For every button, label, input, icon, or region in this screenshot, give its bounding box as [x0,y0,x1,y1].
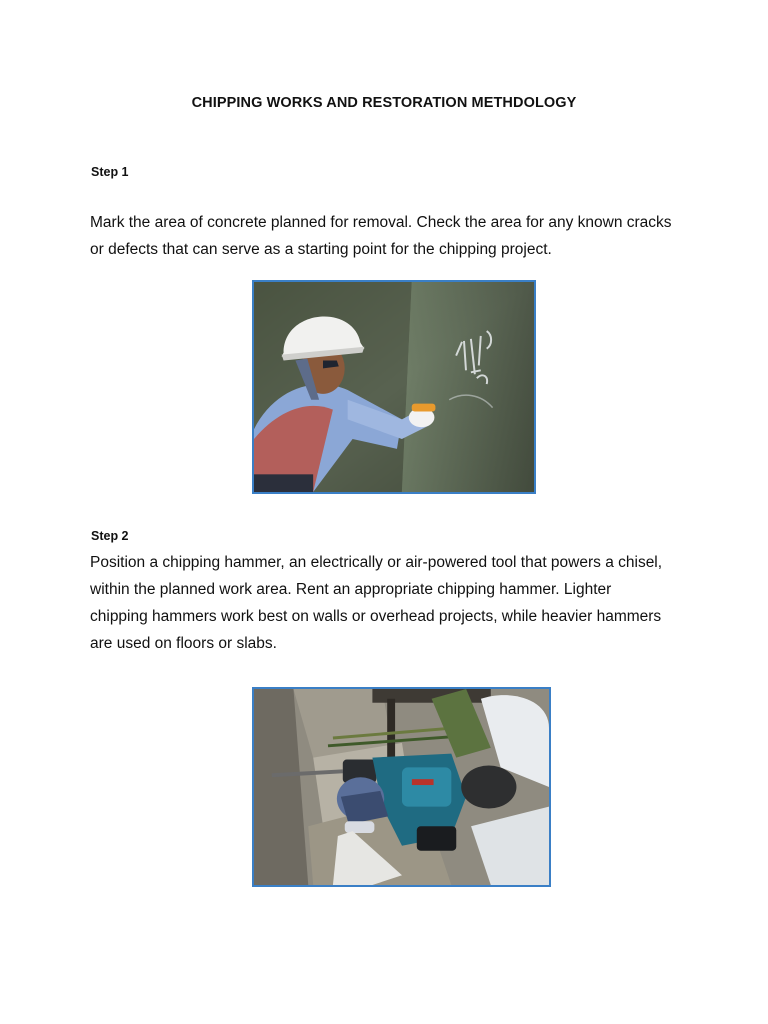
document-title: CHIPPING WORKS AND RESTORATION METHDOLOGY [191,95,577,111]
step-1-line-2: or defects that can serve as a starting point for the chipping project. [90,241,552,258]
step-1-line-1: Mark the area of concrete planned for removal. Check the area for any known cracks [90,214,672,231]
step-1-text [90,209,690,263]
step-2-line-4: are used on floors or slabs. [90,635,277,652]
step-2-line-1: Position a chipping hammer, an electrically or air-powered tool that powers a chisel, [90,554,663,571]
step-2-label: Step 2 [91,529,129,543]
step-1-label: Step 1 [91,165,129,179]
worker-marking-concrete-wall-photo [252,280,536,494]
step-2-line-3: chipping hammers work best on walls or overhead projects, while heavier hammers [90,608,662,625]
step-2-text [90,549,690,657]
chipping-hammer-in-use-photo [252,687,551,887]
step-2-line-2: within the planned work area. Rent an appropriate chipping hammer. Lighter [90,581,612,598]
